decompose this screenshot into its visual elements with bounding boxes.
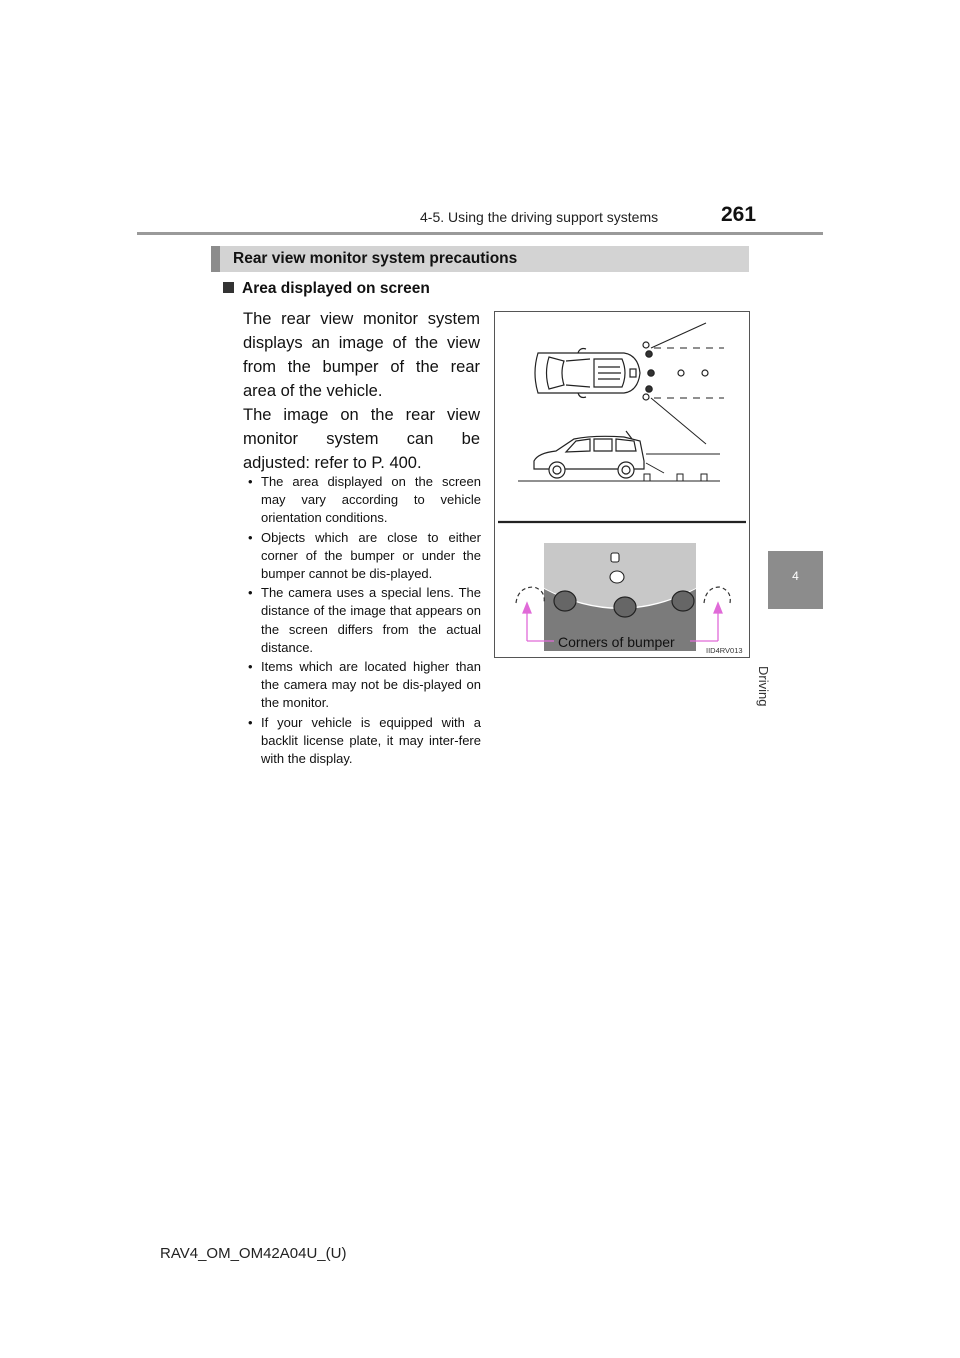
subheading xyxy=(223,280,430,298)
car-top-view-icon xyxy=(535,349,640,398)
chapter-number: 4 xyxy=(792,569,799,583)
list-item: • If your vehicle is equipped with a backlit license plate, it may inter-fere with the display. xyxy=(245,714,481,769)
list-item: • The camera uses a special lens. The distance of the image that appears on the screen differs from the actual distance. xyxy=(245,584,481,657)
list-item: • Objects which are close to either corner of the bumper or under the bumper cannot be dis-played. xyxy=(245,529,481,584)
header-divider xyxy=(137,232,823,235)
paragraph: The image on the rear view monitor system can be adjusted: refer to P. 400. xyxy=(243,406,480,472)
section-heading xyxy=(211,246,749,272)
bullet-list xyxy=(245,473,481,769)
footer-document-code: RAV4_OM_OM42A04U_(U) xyxy=(160,1245,347,1262)
chapter-label xyxy=(756,626,799,707)
chapter-tab xyxy=(768,551,823,609)
list-item: • The area displayed on the screen may vary according to vehicle orientation conditions. xyxy=(245,473,481,528)
figure-label: Corners of bumper xyxy=(558,634,675,650)
chapter-label-text: Driving xyxy=(756,666,771,707)
paragraph: The rear view monitor system displays an image of the view from the bumper of the rear area of the vehicle. xyxy=(243,310,480,400)
figure-code: IID4RV013 xyxy=(706,646,743,655)
page-number: 261 xyxy=(721,203,757,226)
square-bullet-icon xyxy=(223,282,234,293)
section-heading-text: Rear view monitor system precautions xyxy=(233,250,518,267)
list-item: • Items which are located higher than the camera may not be dis-played on the monitor. xyxy=(245,658,481,713)
subheading-text: Area displayed on screen xyxy=(242,280,430,297)
header-section-title: 4-5. Using the driving support systems xyxy=(420,209,659,225)
rear-view-illustration xyxy=(494,311,750,658)
